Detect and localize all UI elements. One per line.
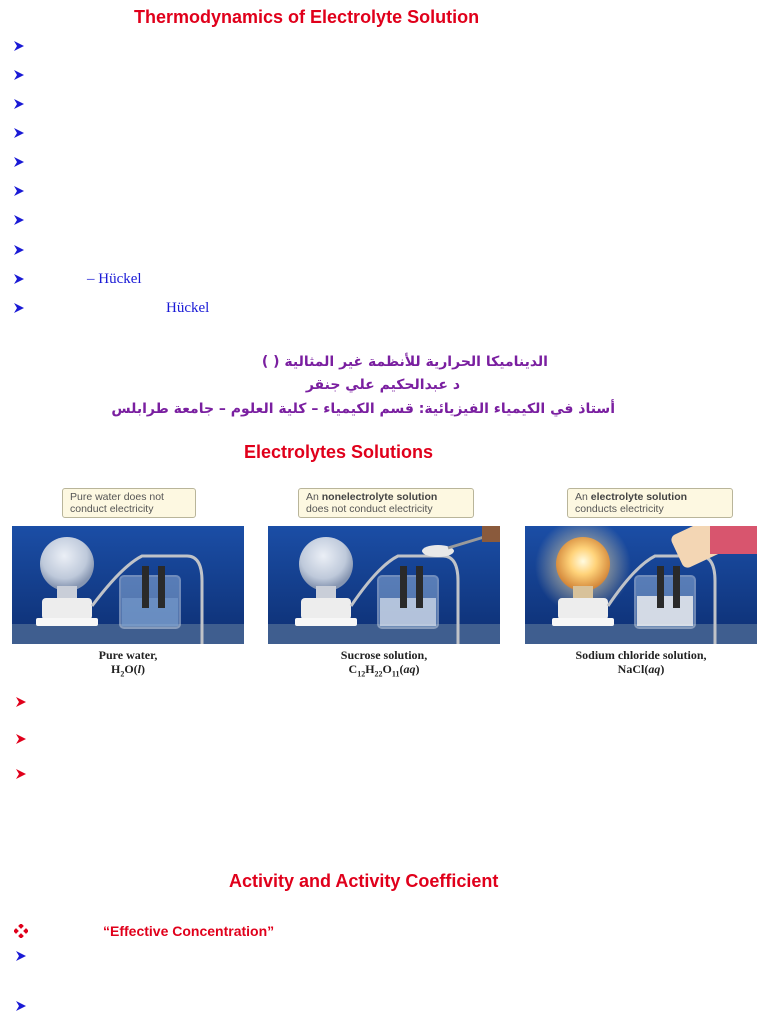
- caption-bold: electrolyte solution: [590, 491, 688, 503]
- huckel-text-2: Hückel: [166, 300, 210, 316]
- caption-post: does not conduct electricity: [306, 503, 433, 515]
- effective-concentration-text: “Effective Concentration”: [103, 923, 275, 939]
- caption-bold: nonelectrolyte solution: [321, 491, 438, 503]
- arrow-bullet-icon: [13, 185, 25, 197]
- section-heading-electrolytes: Electrolytes Solutions: [244, 442, 434, 462]
- arabic-affiliation: أستاذ في الكيمياء الفيزيائية: قسم الكيمياء – كلية العلوم – جامعة طرابلس: [111, 401, 615, 417]
- arrow-bullet-icon: [15, 950, 27, 962]
- caption-post: conducts electricity: [575, 503, 664, 515]
- photo-sucrose: [268, 526, 500, 644]
- figure-panel-sodium-chloride: [525, 486, 757, 678]
- caption-text: Pure water does not conduct electricity: [70, 491, 164, 515]
- arrow-bullet-icon: [15, 733, 27, 745]
- huckel-text-1: – Hückel: [87, 271, 142, 287]
- formula-sucrose: $C_{12}H_{22}O_{11}(aq)$: [348, 662, 420, 679]
- arabic-author: د عبدالحكيم علي جنقر: [305, 377, 460, 393]
- formula-sodium-chloride: NaCl(aq): [617, 662, 665, 676]
- label-sucrose: Sucrose solution,: [340, 648, 428, 662]
- label-pure-water: Pure water,: [98, 648, 158, 662]
- page-title: Thermodynamics of Electrolyte Solution: [134, 7, 480, 27]
- caption-pure-water: [62, 488, 196, 518]
- arrow-bullet-icon: [13, 302, 25, 314]
- diamond-bullet-icon: [14, 924, 28, 943]
- caption-sucrose: [298, 488, 474, 518]
- arrow-bullet-icon: [15, 768, 27, 780]
- caption-pre: An: [575, 491, 591, 503]
- arrow-bullet-icon: [13, 244, 25, 256]
- arrow-bullet-icon: [15, 696, 27, 708]
- arrow-bullet-icon: [13, 156, 25, 168]
- arrow-bullet-icon: [13, 98, 25, 110]
- arabic-course-title: الديناميكا الحرارية للأنظمة غير المثالية ( ): [261, 354, 548, 370]
- arrow-bullet-icon: [13, 214, 25, 226]
- formula-pure-water: $H_2O(l)$: [110, 662, 146, 679]
- photo-pure-water: [12, 526, 244, 644]
- section-heading-activity: Activity and Activity Coefficient: [229, 871, 499, 891]
- arrow-bullet-icon: [15, 1000, 27, 1012]
- arrow-bullet-icon: [13, 127, 25, 139]
- photo-sodium-chloride: [525, 526, 757, 644]
- figure-panel-pure-water: [12, 486, 244, 678]
- caption-pre: An: [306, 491, 322, 503]
- arrow-bullet-icon: [13, 40, 25, 52]
- label-sodium-chloride: Sodium chloride solution,: [575, 648, 707, 662]
- figure-panel-sucrose: [268, 486, 500, 678]
- arrow-bullet-icon: [13, 273, 25, 285]
- caption-sodium-chloride: [567, 488, 733, 518]
- arrow-bullet-icon: [13, 69, 25, 81]
